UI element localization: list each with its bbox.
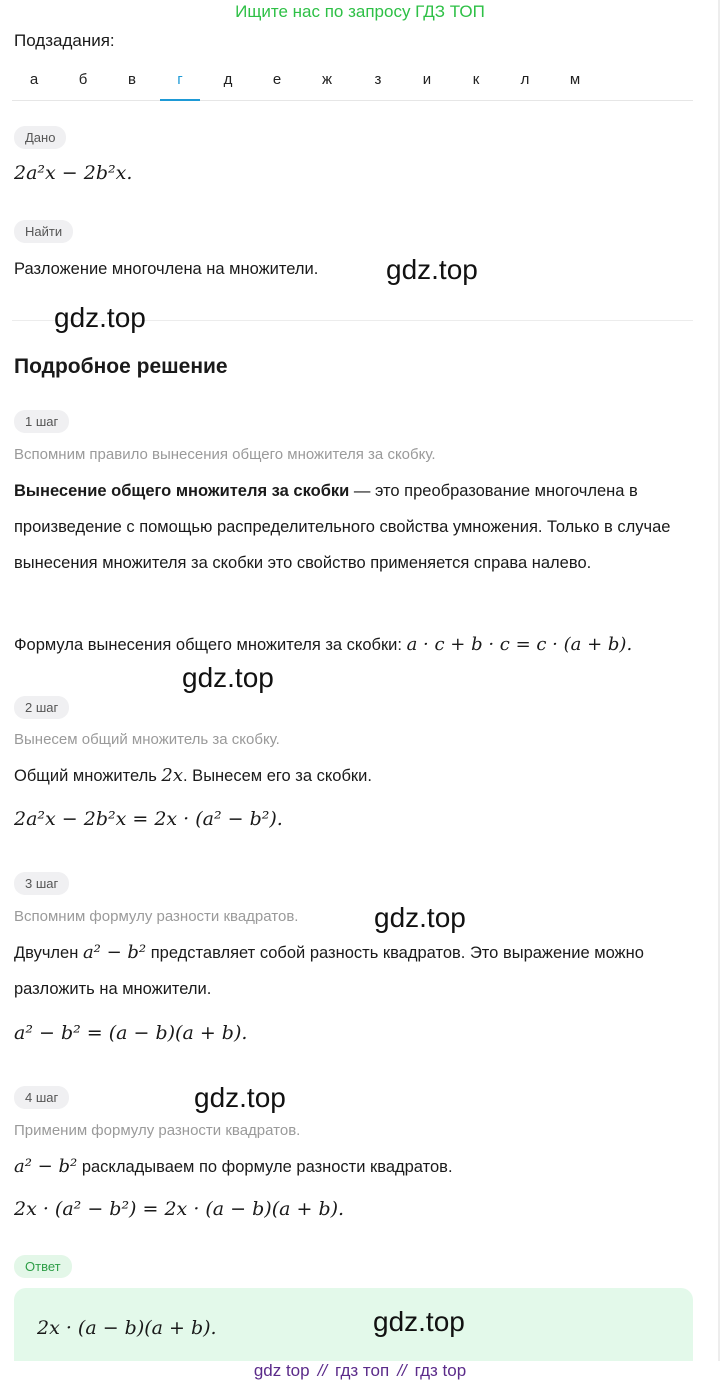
step-1-definition [14,473,704,581]
formula-label: Формула вынесения общего множителя за скобки: [14,636,402,654]
tab-zh[interactable]: ж [321,71,333,88]
step-4-text [14,1156,453,1177]
tab-v[interactable]: в [128,71,136,88]
footer-link-gdz-top[interactable]: gdz top [253,1361,310,1380]
step-3-text [14,935,704,1007]
tab-i[interactable]: и [422,71,432,88]
tab-e[interactable]: е [272,71,282,88]
common-factor: 2x [161,765,184,786]
step-3-chip: 3 шаг [14,872,69,895]
tab-k[interactable]: к [472,71,480,88]
step-4-hint: Применим формулу разности квадратов. [14,1122,301,1139]
answer-chip: Ответ [14,1255,72,1278]
footer-separator: // [317,1361,328,1380]
tab-z[interactable]: з [374,71,382,88]
given-chip: Дано [14,126,66,149]
find-text: Разложение многочлена на множители. [14,260,319,278]
step-2-expression: 2a²x − 2b²x = 2x · (a² − b²). [14,808,283,830]
watermark: gdz.top [194,1082,286,1113]
step-3-expression: a² − b² = (a − b)(a + b). [14,1022,248,1044]
step-3-hint: Вспомним формулу разности квадратов. [14,908,299,925]
subtasks-label: Подзадания: [14,31,115,50]
definition-text: — это преобразование многочлена в произведение с помощью распределительного свойства умножения. Только в случае вынесения множителя за скобки это свойство применяется справа налево. [14,482,671,572]
subtask-tabs [12,62,693,101]
definition-term: Вынесение общего множителя за скобки [14,482,350,500]
watermark: gdz.top [374,902,466,933]
footer [0,1361,720,1387]
tab-m[interactable]: м [569,71,581,88]
find-chip: Найти [14,220,73,243]
step-1-hint: Вспомним правило вынесения общего множителя за скобку. [14,446,436,463]
top-banner: Ищите нас по запросу ГДЗ ТОП [235,2,485,21]
watermark: gdz.top [182,662,274,693]
watermark: gdz.top [373,1306,465,1337]
step-4-chip: 4 шаг [14,1086,69,1109]
step-2-text-after: . Вынесем его за скобки. [183,767,372,785]
tab-a[interactable]: а [29,71,39,88]
answer-expression: 2x · (a − b)(a + b). [37,1317,217,1339]
step-3-text-after: представляет собой разность квадратов. Это выражение можно разложить на множители. [14,944,644,998]
step-3-text-before: Двучлен [14,944,79,962]
tab-l[interactable]: л [520,71,530,88]
step-2-text [14,765,372,786]
tab-g[interactable]: г [160,62,200,101]
formula-expression: a · c + b · c = c · (a + b). [406,634,633,655]
binomial: a² − b² [82,942,147,963]
step-2-hint: Вынесем общий множитель за скобку. [14,731,280,748]
step-4-expression: 2x · (a² − b²) = 2x · (a − b)(a + b). [14,1198,345,1220]
step-2-text-before: Общий множитель [14,767,157,785]
footer-link-gdz-top-ru[interactable]: гдз топ [335,1361,390,1380]
given-expression: 2a²x − 2b²x. [14,162,133,184]
tab-d[interactable]: д [223,71,233,88]
binomial: a² − b² [14,1156,78,1177]
tab-b[interactable]: б [78,71,88,88]
watermark: gdz.top [386,254,478,285]
solution-heading: Подробное решение [14,355,228,378]
footer-link-gdz-top-mixed[interactable]: гдз top [414,1361,467,1380]
step-4-text-after: раскладываем по формуле разности квадратов. [81,1158,453,1176]
watermark: gdz.top [54,302,146,333]
step-1-formula-line [14,634,632,655]
step-2-chip: 2 шаг [14,696,69,719]
footer-separator: // [397,1361,407,1380]
step-1-chip: 1 шаг [14,410,69,433]
